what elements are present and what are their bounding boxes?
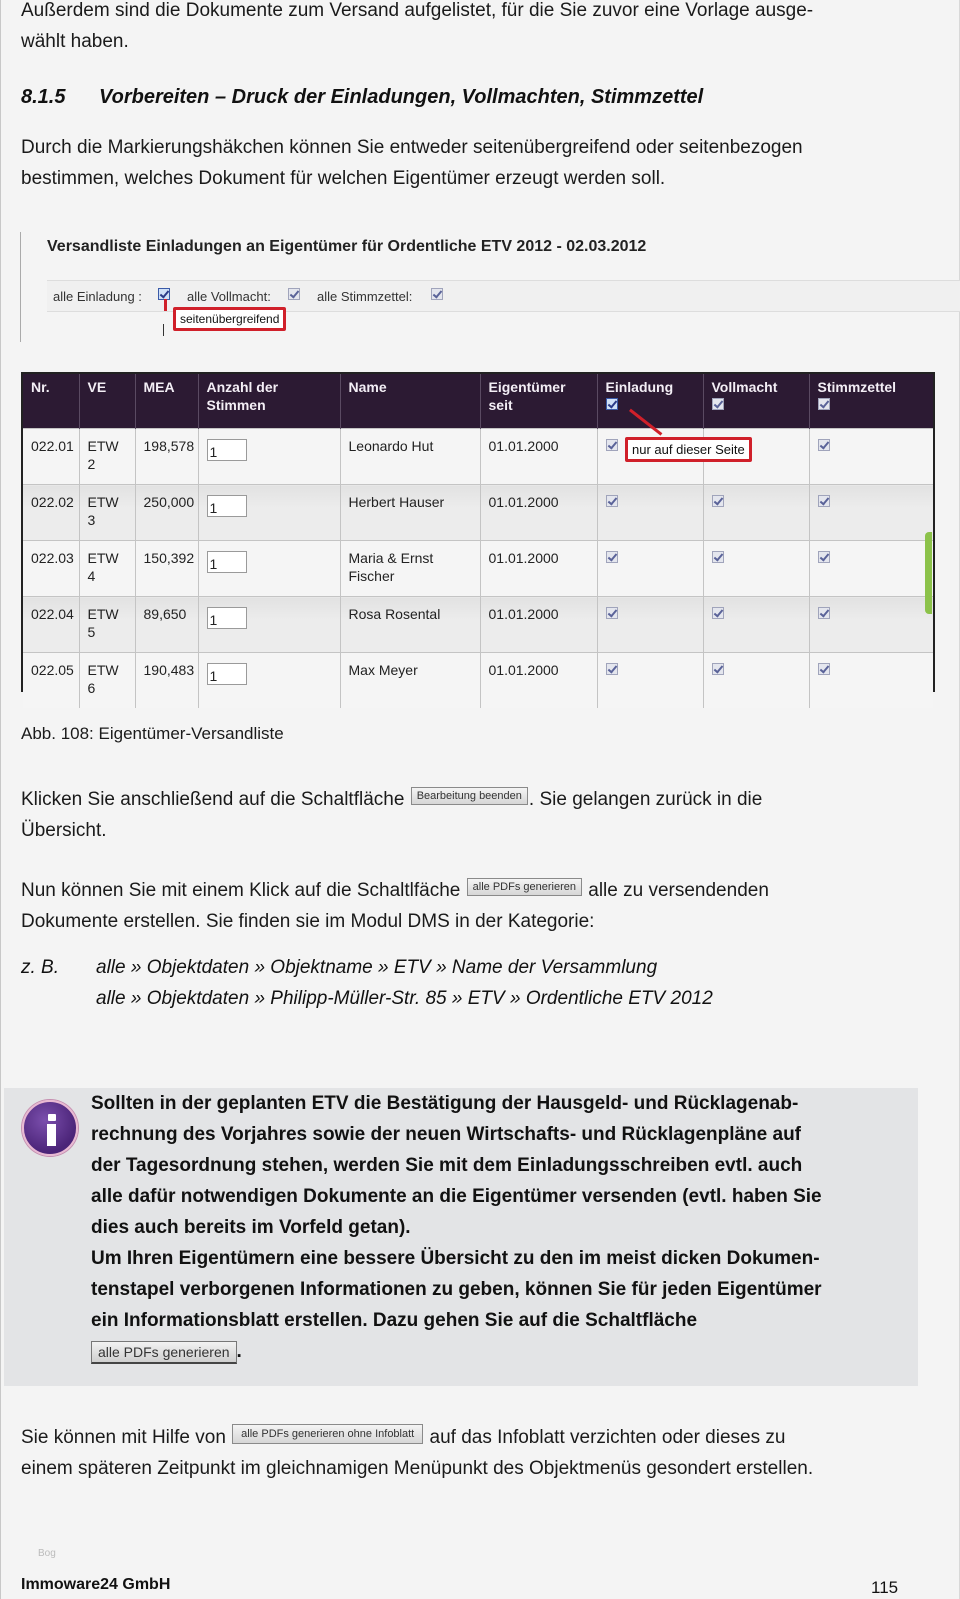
paragraph-finish-editing: [21, 784, 901, 846]
para3-before: Nun können Sie mit einem Klick auf die Schaltlfäche: [21, 880, 461, 901]
cell-nr: 022.03: [23, 541, 79, 597]
cell-name: Max Meyer: [340, 653, 480, 709]
section-heading: [21, 86, 703, 109]
generate-all-pdfs-button-note[interactable]: alle PDFs generieren: [91, 1341, 237, 1364]
cell-votes: [198, 429, 340, 485]
para4-before: Sie können mit Hilfe von: [21, 1427, 226, 1448]
col-votes[interactable]: Anzahl der Stimmen: [198, 374, 340, 429]
table-row: [23, 541, 933, 597]
callout-connector: [164, 299, 167, 311]
cell-owner-since: 01.01.2000: [480, 597, 597, 653]
paragraph-checkmarks: [21, 132, 901, 194]
ballot-checkbox[interactable]: [818, 495, 830, 507]
cell-invitation: [597, 597, 703, 653]
note-line: Sollten in der geplanten ETV die Bestätigung der Hausgeld- und Rücklagenab-: [91, 1093, 799, 1114]
section-number: 8.1.5: [21, 86, 66, 108]
intro-line-1: Außerdem sind die Dokumente zum Versand aufgelistet, für die Sie zuvor eine Vorlage ausge-: [21, 0, 814, 21]
votes-input[interactable]: 1: [207, 551, 247, 573]
cell-owner-since: 01.01.2000: [480, 541, 597, 597]
col-ve[interactable]: VE: [79, 374, 135, 429]
all-proxy-label: alle Vollmacht:: [187, 289, 271, 304]
scroll-handle[interactable]: [925, 532, 932, 614]
all-ballot-checkbox[interactable]: [431, 288, 443, 300]
votes-input[interactable]: 1: [207, 439, 247, 461]
note-line: alle dafür notwendigen Dokumente an die Eigentümer versenden (evtl. haben Sie: [91, 1186, 822, 1207]
proxy-checkbox[interactable]: [712, 663, 724, 675]
info-note: [4, 1088, 918, 1386]
cell-proxy: [703, 597, 809, 653]
invitation-checkbox[interactable]: [606, 551, 618, 563]
table-row: [23, 485, 933, 541]
cell-ve: ETW 5: [79, 597, 135, 653]
invitation-checkbox[interactable]: [606, 663, 618, 675]
col-owner-since[interactable]: Eigentümer seit: [480, 374, 597, 429]
col-proxy: [703, 374, 809, 429]
para2-line-2: Übersicht.: [21, 820, 107, 841]
para1-line-1: Durch die Markierungshäkchen können Sie entweder seitenübergreifend oder seitenbezogen: [21, 137, 803, 158]
cell-votes: [198, 541, 340, 597]
votes-input[interactable]: 1: [207, 663, 247, 685]
intro-paragraph: [21, 0, 901, 57]
info-icon: [22, 1100, 78, 1156]
col-proxy-label: Vollmacht: [711, 379, 778, 395]
cell-proxy: [703, 485, 809, 541]
figure-caption: Abb. 108: Eigentümer-Versandliste: [21, 724, 284, 743]
paragraph-generate-pdfs: [21, 875, 901, 937]
col-name[interactable]: Name: [340, 374, 480, 429]
proxy-checkbox[interactable]: [712, 495, 724, 507]
cell-mea: 89,650: [135, 597, 198, 653]
invitation-checkbox[interactable]: [606, 495, 618, 507]
all-proxy-checkbox[interactable]: [288, 288, 300, 300]
cell-owner-since: 01.01.2000: [480, 653, 597, 709]
page-border-left: [0, 0, 1, 1599]
cell-ballot: [809, 429, 933, 485]
cell-votes: [198, 597, 340, 653]
col-ballot-label: Stimmzettel: [817, 379, 897, 395]
footer-faint-text: Bog: [38, 1548, 56, 1559]
cell-mea: 150,392: [135, 541, 198, 597]
col-invitation-label: Einladung: [605, 379, 674, 395]
para3-line-1: [21, 875, 901, 906]
cell-mea: 190,483: [135, 653, 198, 709]
ballot-checkbox[interactable]: [818, 607, 830, 619]
versandliste-title: Versandliste Einladungen an Eigentümer für Ordentliche ETV 2012 - 02.03.2012: [47, 238, 647, 255]
callout-this-page-only: nur auf dieser Seite: [625, 437, 752, 462]
cell-nr: 022.05: [23, 653, 79, 709]
page-invitation-checkbox[interactable]: [606, 398, 618, 410]
col-mea[interactable]: MEA: [135, 374, 198, 429]
cell-ve: ETW 3: [79, 485, 135, 541]
note-line: rechnung des Vorjahres sowie der neuen Wirtschafts- und Rücklagenpläne auf: [91, 1124, 802, 1145]
owner-table: [23, 374, 933, 708]
section-title: Vorbereiten – Druck der Einladungen, Vollmachten, Stimmzettel: [99, 86, 704, 108]
cell-nr: 022.02: [23, 485, 79, 541]
example-label: z. B.: [21, 957, 60, 978]
para2-before: Klicken Sie anschließend auf die Schaltfläche: [21, 789, 405, 810]
footer-company: Immoware24 GmbH: [21, 1576, 171, 1593]
page-proxy-checkbox[interactable]: [712, 398, 724, 410]
generate-pdfs-without-infosheet-button[interactable]: alle PDFs generieren ohne Infoblatt: [232, 1424, 423, 1444]
para3-after: alle zu versendenden: [588, 880, 769, 901]
col-ballot: [809, 374, 933, 429]
cell-ve: ETW 6: [79, 653, 135, 709]
ballot-checkbox[interactable]: [818, 551, 830, 563]
cell-mea: 250,000: [135, 485, 198, 541]
cell-owner-since: 01.01.2000: [480, 485, 597, 541]
cell-ballot: [809, 541, 933, 597]
cell-invitation: [597, 485, 703, 541]
intro-line-2: wählt haben.: [21, 31, 129, 52]
col-invitation: [597, 374, 703, 429]
ballot-checkbox[interactable]: [818, 439, 830, 451]
example-path-2: alle » Objektdaten » Philipp-Müller-Str. 85 » ETV » Ordentliche ETV 2012: [96, 988, 713, 1009]
para4-after: auf das Infoblatt verzichten oder dieses zu: [429, 1427, 786, 1448]
cell-invitation: [597, 653, 703, 709]
all-ballot-label: alle Stimmzettel:: [317, 289, 413, 304]
cell-name: Leonardo Hut: [340, 429, 480, 485]
cell-nr: 022.01: [23, 429, 79, 485]
cell-proxy: [703, 653, 809, 709]
table-row: [23, 429, 933, 485]
note-text: [91, 1088, 891, 1367]
cell-name: Herbert Hauser: [340, 485, 480, 541]
page-number: 115: [871, 1578, 899, 1597]
paragraph-without-infosheet: [21, 1422, 901, 1484]
generate-all-pdfs-button[interactable]: alle PDFs generieren: [467, 878, 582, 896]
cell-owner-since: 01.01.2000: [480, 429, 597, 485]
ballot-checkbox[interactable]: [818, 663, 830, 675]
para2-line-1: [21, 784, 901, 815]
note-line: tenstapel verborgenen Informationen zu geben, können Sie für jeden Eigentümer: [91, 1279, 822, 1300]
para4-line-2: einem späteren Zeitpunkt im gleichnamigen Menüpunkt des Objektmenüs gesondert erstellen.: [21, 1458, 814, 1479]
cursor-mark: [163, 324, 164, 336]
cell-invitation: [597, 541, 703, 597]
cell-name: Maria & Ernst Fischer: [340, 541, 480, 597]
all-invitation-label: alle Einladung :: [53, 289, 142, 304]
cell-votes: [198, 653, 340, 709]
cell-ve: ETW 4: [79, 541, 135, 597]
note-period: .: [236, 1341, 242, 1362]
col-nr[interactable]: Nr.: [23, 374, 79, 429]
cell-mea: 198,578: [135, 429, 198, 485]
cell-nr: 022.04: [23, 597, 79, 653]
invitation-checkbox[interactable]: [606, 439, 618, 451]
note-line: dies auch bereits im Vorfeld getan).: [91, 1217, 411, 1238]
votes-input[interactable]: 1: [207, 607, 247, 629]
para4-line-1: [21, 1422, 901, 1453]
callout-cross-page: seitenübergreifend: [173, 307, 286, 331]
cell-ballot: [809, 597, 933, 653]
cell-name: Rosa Rosental: [340, 597, 480, 653]
proxy-checkbox[interactable]: [712, 551, 724, 563]
cell-ballot: [809, 653, 933, 709]
table-row: [23, 653, 933, 709]
para3-line-2: Dokumente erstellen. Sie finden sie im Modul DMS in der Kategorie:: [21, 911, 595, 932]
invitation-checkbox[interactable]: [606, 607, 618, 619]
note-line: Um Ihren Eigentümern eine bessere Übersicht zu den im meist dicken Dokumen-: [91, 1248, 820, 1269]
cell-ballot: [809, 485, 933, 541]
table-header-row: [23, 374, 933, 429]
owner-mailing-table: [21, 372, 935, 696]
votes-input[interactable]: 1: [207, 495, 247, 517]
screenshot-versandliste-header: [20, 232, 960, 342]
cell-ve: ETW 2: [79, 429, 135, 485]
finish-editing-button[interactable]: Bearbeitung beenden: [411, 787, 528, 805]
note-line: der Tagesordnung stehen, werden Sie mit dem Einladungsschreiben evtl. auch: [91, 1155, 803, 1176]
para1-line-2: bestimmen, welches Dokument für welchen Eigentümer erzeugt werden soll.: [21, 168, 666, 189]
table-row: [23, 597, 933, 653]
cell-votes: [198, 485, 340, 541]
proxy-checkbox[interactable]: [712, 607, 724, 619]
note-button-line: [91, 1336, 891, 1367]
note-line: ein Informationsblatt erstellen. Dazu gehen Sie auf die Schaltfläche: [91, 1310, 698, 1331]
cell-proxy: [703, 541, 809, 597]
para2-after: . Sie gelangen zurück in die: [528, 789, 763, 810]
example-path-1: alle » Objektdaten » Objektname » ETV » Name der Versammlung: [96, 957, 658, 978]
page-ballot-checkbox[interactable]: [818, 398, 830, 410]
